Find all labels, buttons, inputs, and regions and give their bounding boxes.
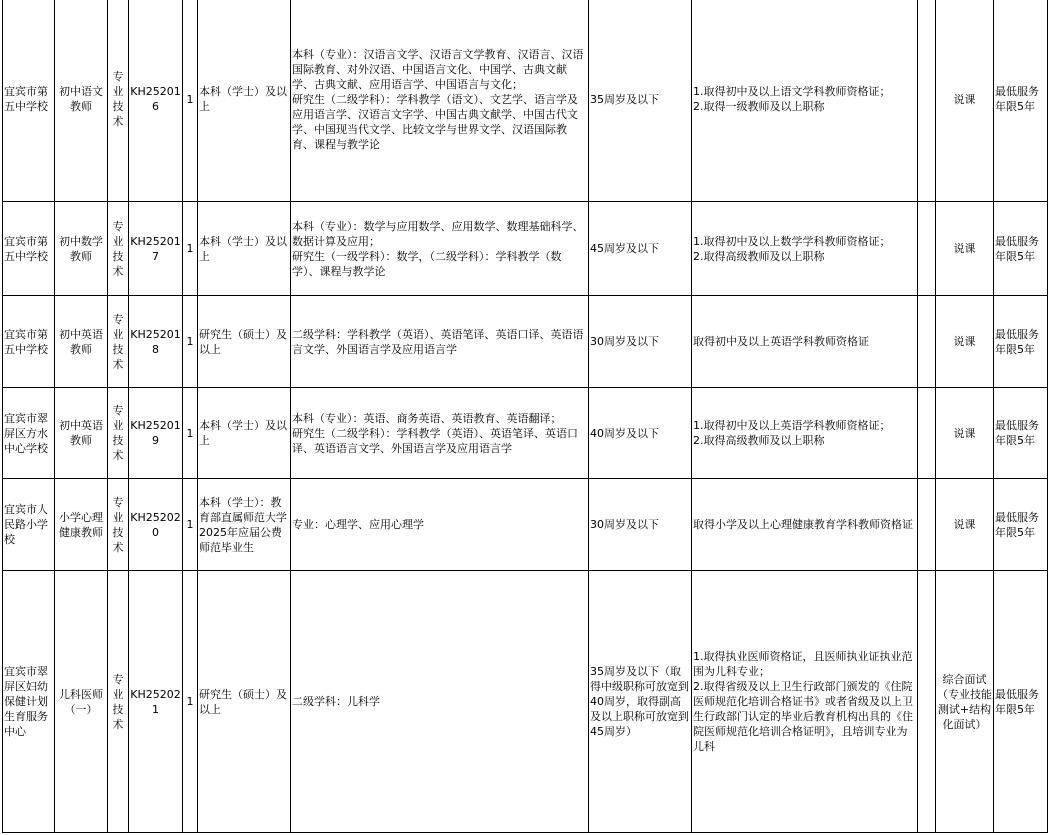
other-requirements-cell: 1.取得初中及以上英语学科教师资格证； 2.取得高级教师及以上职称: [692, 388, 918, 479]
service-years-cell: 最低服务年限5年: [994, 0, 1048, 202]
count-cell: 1: [183, 0, 198, 202]
category-cell: 专业技术: [108, 571, 129, 833]
count-cell: 1: [183, 388, 198, 479]
category-cell: 专业技术: [108, 388, 129, 479]
code-cell: KH252018: [129, 296, 183, 388]
other-requirements-cell: 取得小学及以上心理健康教育学科教师资格证: [692, 479, 918, 571]
exam-method-cell: 说课: [936, 388, 994, 479]
blank-cell: [918, 479, 936, 571]
education-cell: 本科（学士）及以上: [198, 388, 291, 479]
exam-method-cell: 综合面试（专业技能测试+结构化面试）: [936, 571, 994, 833]
code-cell: KH252019: [129, 388, 183, 479]
education-cell: 本科（学士）及以上: [198, 0, 291, 202]
major-cell: 专业：心理学、应用心理学: [291, 479, 589, 571]
table-row: [3, 479, 1048, 571]
table-row: [3, 388, 1048, 479]
major-cell: 本科（专业）：汉语言文学、汉语言文学教育、汉语言、汉语国际教育、对外汉语、中国语言文化、中国学、古典文献学、古典文献、应用语言学、中国语言与文化； 研究生（二级学科）：学科教学（语文）、文艺学、语言学及应用语言学、汉语言文字学、中国古典文献学、中国古代文学、中国现当代文学、比较文学与世界文学、汉语国际教育、课程与教学论: [291, 0, 589, 202]
age-cell: 30周岁及以下: [589, 479, 692, 571]
table-row: [3, 0, 1048, 202]
service-years-cell: 最低服务年限5年: [994, 571, 1048, 833]
code-cell: KH252020: [129, 479, 183, 571]
exam-method-cell: 说课: [936, 0, 994, 202]
category-cell: 专业技术: [108, 0, 129, 202]
code-cell: KH252017: [129, 202, 183, 296]
table-row: [3, 571, 1048, 833]
age-cell: 45周岁及以下: [589, 202, 692, 296]
exam-method-cell: 说课: [936, 202, 994, 296]
count-cell: 1: [183, 571, 198, 833]
service-years-cell: 最低服务年限5年: [994, 388, 1048, 479]
category-cell: 专业技术: [108, 479, 129, 571]
category-cell: 专业技术: [108, 296, 129, 388]
exam-method-cell: 说课: [936, 296, 994, 388]
position-cell: 初中英语教师: [55, 296, 108, 388]
blank-cell: [918, 0, 936, 202]
age-cell: 35周岁及以下（取得中级职称可放宽到40周岁，取得副高及以上职称可放宽到45周岁）: [589, 571, 692, 833]
count-cell: 1: [183, 202, 198, 296]
blank-cell: [918, 388, 936, 479]
unit-cell: 宜宾市翠屏区妇幼保健计划生育服务中心: [3, 571, 55, 833]
major-cell: 二级学科：学科教学（英语）、英语笔译、英语口译、英语语言文学、外国语言学及应用语言学: [291, 296, 589, 388]
position-cell: 初中英语教师: [55, 388, 108, 479]
code-cell: KH252021: [129, 571, 183, 833]
service-years-cell: 最低服务年限5年: [994, 479, 1048, 571]
blank-cell: [918, 202, 936, 296]
code-cell: KH252016: [129, 0, 183, 202]
unit-cell: 宜宾市第五中学校: [3, 296, 55, 388]
major-cell: 二级学科：儿科学: [291, 571, 589, 833]
unit-cell: 宜宾市翠屏区方水中心学校: [3, 388, 55, 479]
major-cell: 本科（专业）：英语、商务英语、英语教育、英语翻译； 研究生（二级学科）：学科教学（英语）、英语笔译、英语口译、英语语言文学、外国语言学及应用语言学: [291, 388, 589, 479]
count-cell: 1: [183, 296, 198, 388]
unit-cell: 宜宾市人民路小学校: [3, 479, 55, 571]
major-cell: 本科（专业）：数学与应用数学、应用数学、数理基础科学、数据计算及应用； 研究生（一级学科）：数学，（二级学科）：学科教学（数学）、课程与教学论: [291, 202, 589, 296]
education-cell: 本科（学士）及以上: [198, 202, 291, 296]
count-cell: 1: [183, 479, 198, 571]
position-cell: 小学心理健康教师: [55, 479, 108, 571]
unit-cell: 宜宾市第五中学校: [3, 202, 55, 296]
blank-cell: [918, 296, 936, 388]
table-row: [3, 202, 1048, 296]
position-cell: 初中语文教师: [55, 0, 108, 202]
education-cell: 研究生（硕士）及以上: [198, 571, 291, 833]
table-row: [3, 296, 1048, 388]
category-cell: 专业技术: [108, 202, 129, 296]
age-cell: 30周岁及以下: [589, 296, 692, 388]
other-requirements-cell: 取得初中及以上英语学科教师资格证: [692, 296, 918, 388]
recruitment-table: [2, 0, 1048, 833]
education-cell: 本科（学士）：教育部直属师范大学2025年应届公费师范毕业生: [198, 479, 291, 571]
position-cell: 初中数学教师: [55, 202, 108, 296]
age-cell: 40周岁及以下: [589, 388, 692, 479]
education-cell: 研究生（硕士）及以上: [198, 296, 291, 388]
position-cell: 儿科医师（一）: [55, 571, 108, 833]
other-requirements-cell: 1.取得初中及以上语文学科教师资格证； 2.取得一级教师及以上职称: [692, 0, 918, 202]
service-years-cell: 最低服务年限5年: [994, 202, 1048, 296]
blank-cell: [918, 571, 936, 833]
other-requirements-cell: 1.取得初中及以上数学学科教师资格证； 2.取得高级教师及以上职称: [692, 202, 918, 296]
exam-method-cell: 说课: [936, 479, 994, 571]
age-cell: 35周岁及以下: [589, 0, 692, 202]
service-years-cell: 最低服务年限5年: [994, 296, 1048, 388]
unit-cell: 宜宾市第五中学校: [3, 0, 55, 202]
other-requirements-cell: 1.取得执业医师资格证，且医师执业证执业范围为儿科专业； 2.取得省级及以上卫生行政部门颁发的《住院医师规范化培训合格证书》或者省级及以上卫生行政部门认定的毕业后教育机构出具的《住院医师规范化培训合格证明》，且培训专业为儿科: [692, 571, 918, 833]
